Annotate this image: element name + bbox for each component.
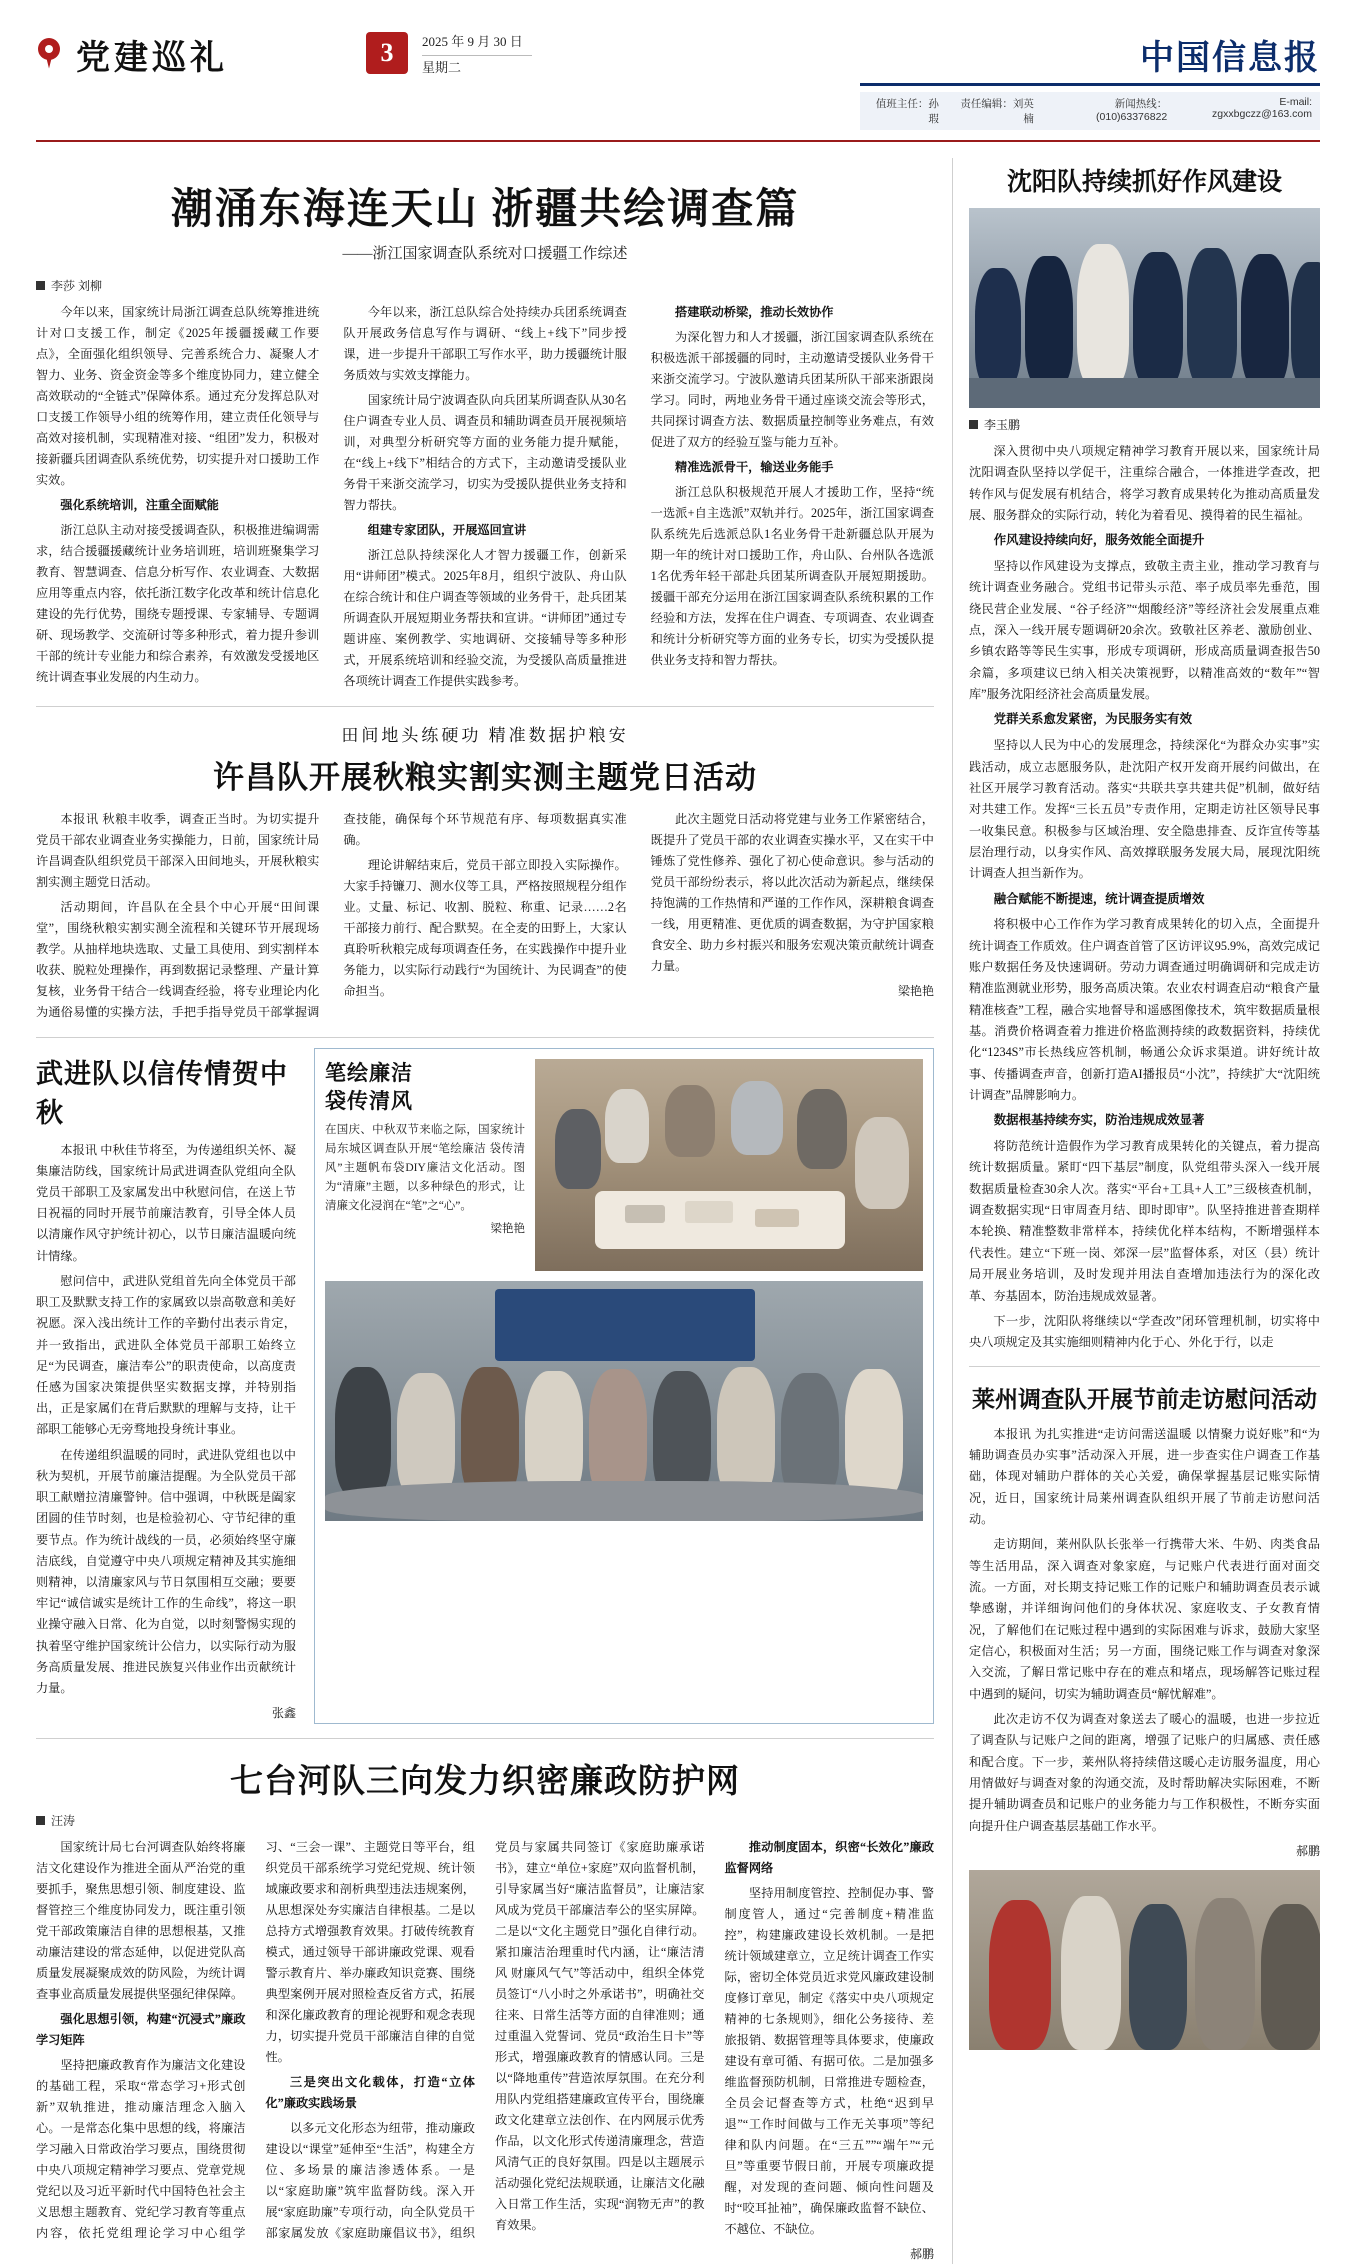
- right-article2-title: 莱州调查队开展节前走访慰问活动: [972, 1386, 1317, 1412]
- lead-sub-3: 搭建联动桥梁，推动长效协作: [675, 305, 834, 319]
- publication-date: [422, 30, 532, 79]
- date-text: 2025 年 9 月 30 日: [422, 32, 532, 56]
- divider-1: [36, 706, 934, 707]
- right-article1-title: 沈阳队持续抓好作风建设: [1006, 169, 1282, 196]
- page-body: [36, 158, 1320, 2264]
- section4-signature: 郝鹏: [909, 2246, 934, 2261]
- photo-caption-signature: 梁艳艳: [490, 1223, 525, 1236]
- section3-para-2: 慰问信中，武进队党组首先向全体党员干部职工及默默支持工作的家属致以崇高敬意和美好祝愿。深入浅出统计工作的辛勤付出表示肯定，并一致指出，武进队全体党员干部职工始终立足“为民调查，廉洁奉公”的职责使命，以高度责任感为国家决策提供坚实数据支撑，并特别指出，正是家属们在背后默默的理解与支持，让干部职工能够心无旁骛地投身统计事业。: [36, 1273, 296, 1437]
- section2-para-4: 此次主题党日活动将党建与业务工作紧密结合，既提升了党员干部的农业调查实操水平，又在实干中锤炼了党性修养、强化了初心使命意识。参与活动的党员干部纷纷表示，将以此次活动为新起点，继续保持饱满的工作热情和严谨的工作作风，深耕粮食调查一线，用更精准、更优质的调查数据，为守护国家粮食安全、助力乡村振兴和服务宏观决策贡献统计调查力量。: [650, 811, 934, 973]
- section2-body: [36, 809, 934, 1023]
- lead-para-2: 浙江总队主动对接受援调查队，积极推进编调需求，结合援疆援藏统计业务培训班，培训班聚集学习教育、智慧调查、信息分析写作、农业调查、大数据应用等重点内容，依托浙江数字化改革和统计信息化建设的先行优势，围绕专题授课、专家辅导、专题调研、现场教学、交流研讨等多种形式，着力提升参训干部的统计专业能力和综合素养，有效激发受援地区统计调查事业发展的内生动力。: [36, 522, 320, 684]
- r2-para-1: 本报讯 为扎实推进“走访问需送温暖 以情聚力说好账”和“为辅助调查员办实事”活动深入开展，进一步查实住户调查工作基础，体现对辅助户群体的关心关爱，确保掌握基层记账实际情况，近日，国家统计局莱州调查队组织开展了节前走访慰问活动。: [969, 1426, 1320, 1526]
- r1-sub-1: 作风建设持续向好，服务效能全面提升: [993, 533, 1205, 548]
- lead-sub-4: 精准选派骨干，输送业务能手: [675, 459, 834, 474]
- location-pin-icon: [36, 38, 62, 72]
- r1-sub-2: 党群关系愈发紧密，为民服务实有效: [993, 712, 1193, 727]
- section3-signature: 张鑫: [271, 1706, 296, 1721]
- right-article1-byline-text: 李玉鹏: [984, 418, 1021, 432]
- right-article1-byline: [969, 416, 1320, 433]
- r1-para-1: 深入贯彻中央八项规定精神学习教育开展以来，国家统计局沈阳调查队坚持以学促干，注重综合融合，一体推进学查改，把转作风与促发展有机结合，将学习教育成果转化为推动高质量发展、服务群众的实际行动，转化为着看见、摸得着的民生福祉。: [969, 444, 1320, 523]
- section3-para-3: 在传递组织温暖的同时，武进队党组也以中秋为契机，开展节前廉洁提醒。为全队党员干部职工献赠拉清廉警钟。信中强调，中秋既是阖家团圆的佳节时刻，也是检验初心、守节纪律的重要节点。作为统计战线的一员，必须始终坚守廉洁底线，自觉遵守中央八项规定精神及其实施细则精神，以清廉家风与节日氛围相互交融；要要牢记“诚信诚实是统计工作的生命线”，将这一职业操守融入日常、化为自觉，以时刻警惕实现的执着坚守维护国家统计公信力，以实际行动为服务高质量发展、推进民族复兴伟业作出贡献统计力量。: [36, 1447, 296, 1696]
- section4-byline: [36, 1812, 934, 1829]
- photo-caption-text: 在国庆、中秋双节来临之际，国家统计局东城区调查队开展“笔绘廉洁 袋传清风”主题帆布袋DIY廉洁文化活动。图为“清廉”主题，以多种绿色的形式，让清廉文化浸润在“笔”之“心”。: [325, 1124, 525, 1213]
- photo-feature-box: [314, 1048, 934, 1725]
- lead-para-4: 国家统计局宁波调查队向兵团某所调查队从30名住户调查专业人员、调查员和辅助调查员开展视频培训，对典型分析研究等方面的业务能力提升赋能，在“线上+线下”相结合的方式下，主动邀请受援队业务骨干来浙交流学习，切实为受援队提供业务支持和智力帮扶。: [343, 392, 627, 512]
- photo-group-shot: [325, 1281, 923, 1521]
- section4-para-4: 坚持用制度管控、控制促办事、警制度管人，通过“完善制度+精准监控”，构建廉政建设长效机制。一是把统计领域建章立，立足统计调查工作实际，密切全体党员近求党风廉政建设制度修订章见，制定《落实中央八项规定精神的七条规则》，细化公务接待、差旅报销、数据管理等具体要求，使廉政建设有章可循、有据可依。二是加强多维监督预防机制，日常推进专题检查，全员会记督查等方式，杜绝“迟到早退”“工作时间做与工作无关事项”等纪律和队内问题。在“三五””“端午”“元旦”等重要节假日前，开展专项廉政提醒，对发现的查问题、倾向性问题及时“咬耳扯袖”，确保廉政监督不缺位、不越位、不缺位。: [724, 1886, 934, 2236]
- section4-body: [36, 1837, 934, 2264]
- credit-hotline: 新闻热线：(010)63376822: [1096, 98, 1168, 123]
- lead-byline: [36, 277, 934, 294]
- lead-para-3: 今年以来，浙江总队综合处持续办兵团系统调查队开展政务信息写作与调研、“线上+线下”同步授课，进一步提升干部职工写作水平，助力援疆统计服务质效与实效支撑能力。: [343, 305, 627, 382]
- section4-sub-3: 推动制度固本，织密“长效化”廉政监督网络: [724, 1840, 934, 1876]
- section2-para-2: 活动期间，许昌队在全县个中心开展“田间课堂”，围绕秋粮实割实测全流程和关键环节开展现场教学。从抽样地块选取、丈量工具使用、到实割样本收获、脱粒处理操作，再到数据记录整理、产量计算复核，业务骨干结合一线调查经验，将专业理论内化为通俗易懂的实操方法，手把手指导党员干部掌握调查技能，确保每个环节规范有序、每项数据真实准确。: [36, 811, 627, 1019]
- masthead: [36, 0, 1320, 142]
- section4-sub-1: 强化思想引领，构建“沉浸式”廉政学习矩阵: [36, 2012, 246, 2047]
- divider-2: [36, 1037, 934, 1038]
- photo-content-salute: [969, 208, 1320, 408]
- credit-duty-editor: 值班主任：孙瑕: [875, 98, 939, 125]
- photo-home-visit: [969, 1870, 1320, 2050]
- section2-headline: 许昌队开展秋粮实割实测主题党日活动: [213, 759, 757, 795]
- divider-3: [36, 1738, 934, 1739]
- r1-sub-4: 数据根基持续夯实，防治违规成效显著: [993, 1113, 1205, 1128]
- photo-salute-ceremony: [969, 208, 1320, 408]
- right-divider: [969, 1366, 1320, 1367]
- section2-kicker: 田间地头练硬功 精准数据护粮安: [341, 725, 629, 745]
- right-column: [952, 158, 1320, 2264]
- photo-content-group: [325, 1281, 923, 1521]
- lead-headline: 潮涌东海连天山 浙疆共绘调查篇: [170, 187, 800, 233]
- r1-para-4: 将积极中心工作作为学习教育成果转化的切入点，全面提升统计调查工作质效。住户调查首管了区访评议95.9%，高效完成记账户数据任务及快速调研。劳动力调查通过明确调研和完成走访精准监测就业形势，服务高质决策。农业农村调查启动“粮食产量精准核查”工程，融合实地督导和遥感图像技术，筑牢数据质量根基。消费价格调查着力推进价格监测持续的政数据资料，持续优化“1234S”市长热线应答机制，畅通公众诉求渠道。讲好统计故事、传播调查声音，创新打造AI播报员“小沈”，持续扩大“沈阳统计调查”品牌影响力。: [969, 917, 1320, 1103]
- right-article1-body: [969, 441, 1320, 1354]
- lead-sub-2: 组建专家团队，开展巡回宣讲: [367, 522, 527, 537]
- right-article2-signature: 郝鹏: [1295, 1844, 1320, 1859]
- section-title: 党建巡礼: [76, 40, 228, 77]
- credit-responsible-editor: 责任编辑：刘英楠: [960, 98, 1034, 125]
- brand-rule: [860, 83, 1320, 86]
- right-article2-body: [969, 1424, 1320, 1863]
- section4-para-1: 国家统计局七台河调查队始终将廉洁文化建设作为推进全面从严治党的重要抓手，聚焦思想引领、制度建设、监督管控三个维度协同发力，既注重引领党干部政策廉洁自律的思想根基，又推动廉洁建设的常态延伸，以促进党队高质量发展凝聚成效的防风险，为统计调查事业高质量发展提供坚强纪律保障。: [36, 1840, 246, 2002]
- masthead-brand-block: [860, 30, 1320, 130]
- byline-marker-icon-3: [969, 420, 978, 429]
- section4-para-2: 坚持把廉政教育作为廉洁文化建设的基础工程，采取“常态学习+形式创新”双轨推进，推动廉洁理念入脑入心。一是常态化集中思想的线，将廉洁学习融入日常政治学习要点，围绕贯彻中央八项规定精神学习要点、党章党规党纪以及习近平新时代中国特色社会主义思想主题教育、党纪学习教育等重点内容，依托党组理论学习中心组学习、“三会一课”、主题党日等平台，组织党员干部系统学习党纪党规、统计领域廉政要求和剖析典型违法违规案例，从思想深处夯实廉洁自律根基。二是以总持方式增强教育效果。打破传统教育模式，通过领导干部讲廉政党课、观看警示教育片、举办廉政知识竞赛、围绕典型案例开展对照检查反省方式，拓展和深化廉政教育的理论视野和观念表现力，切实提升党员干部廉洁自律的自觉性。: [36, 1840, 475, 2240]
- lead-byline-text: 李莎 刘柳: [51, 279, 103, 293]
- section4-headline: 七台河队三向发力织密廉政防护网: [230, 1764, 740, 1801]
- lead-sub-1: 强化系统培训，注重全面赋能: [60, 497, 219, 512]
- page-number-badge: 3: [366, 32, 408, 74]
- lead-para-6: 为深化智力和人才援疆，浙江国家调查队系统在积极选派干部援疆的同时，主动邀请受援队业务骨干来浙交流学习。宁波队邀请兵团某所队干部来浙跟岗学习。同时，两地业务骨干通过座谈交流会等形式，共同探讨调查方法、数据质量控制等业务难点，有效促进了双方的经验互鉴与能力互补。: [650, 329, 934, 449]
- lead-subheadline: ——浙江国家调查队系统对口援疆工作综述: [342, 246, 628, 262]
- photo-caption-block: [325, 1059, 525, 1271]
- photo-content-visit: [969, 1870, 1320, 2050]
- section2-para-1: 本报讯 秋粮丰收季，调查正当时。为切实提升党员干部农业调查业务实操能力，日前，国家统计局许昌调查队组织党员干部深入田间地头，开展秋粮实割实测主题党日活动。: [36, 811, 320, 889]
- lead-para-7: 浙江总队积极规范开展人才援助工作，坚持“统一选派+自主选派”双轨并行。2025年，浙江国家调查队系统先后选派总队1名业务骨干赴新疆总队开展为期一年的统计对口援助工作，舟山队、台州队各选派1名优秀年轻干部赴兵团某所调查队开展短期援助。援疆干部充分运用在浙江国家调查队系统积累的工作经验和方法，发挥在住户调查、专项调查、农业调查和统计分析研究等方面的业务专长，切实为受援队提供业务支持和智力帮扶。: [650, 484, 934, 667]
- r1-sub-3: 融合赋能不断提速，统计调查提质增效: [993, 891, 1205, 906]
- section2-signature: 梁艳艳: [897, 983, 934, 998]
- main-column: [36, 158, 934, 2264]
- credit-email: E-mail: zgxxbgczz@163.com: [1212, 96, 1312, 120]
- newspaper-brand: 中国信息报: [1140, 40, 1320, 77]
- weekday-text: 星期二: [422, 59, 462, 75]
- byline-marker-icon-2: [36, 1816, 45, 1825]
- section4-sub-2: 三是突出文化载体，打造“立体化”廉政实践场景: [265, 2074, 475, 2110]
- photo-content-figures: [535, 1059, 923, 1271]
- photo-top-row: [325, 1059, 923, 1271]
- section3-row: [36, 1048, 934, 1725]
- r1-para-2: 坚持以作风建设为支撑点，致敬主责主业，推动学习教育与统计调查业务融合。党组书记带头示范、率子成员率先垂范，围绕民营企业发展、“谷子经济”“烟酸经济”等经济社会发展重点难点，深入一线开展专题调研20余次。致敬社区养老、激励创业、乡镇农路等等民生实事，形成专项调研，形成高质量调查报告50余篇，多项建议已纳入相关决策视野，以精准高效的“数年”“智库”服务沈阳经济社会高质量发展。: [969, 559, 1320, 702]
- section3-headline: 武进队以信传情贺中秋: [36, 1058, 288, 1128]
- masthead-section: [36, 30, 366, 79]
- r2-para-3: 此次走访不仅为调查对象送去了暖心的温暖，也进一步拉近了调查队与记账户之间的距离，增强了记账户的归属感、责任感和配合度。下一步，莱州队将持续借这暖心走访服务温度，用心用情做好与调查对象的沟通交流，及时帮助解决实际困难，不断提升辅助调查员和记账户的业务能力与工作积极性，不断夯实面向提升住户调查基层基础工作水平。: [969, 1712, 1320, 1833]
- section3-article: [36, 1048, 296, 1725]
- masthead-credits: [860, 92, 1320, 130]
- photo-caption-title: 笔绘廉洁 袋传清风: [325, 1060, 413, 1113]
- r1-para-6: 下一步，沈阳队将继续以“学查改”闭环管理机制，切实将中央八项规定及其实施细则精神内化于心、外化于行，以走: [969, 1313, 1320, 1350]
- section3-para-1: 本报讯 中秋佳节将至，为传递组织关怀、凝集廉洁防线，国家统计局武进调查队党组向全队党员干部职工及家属发出中秋慰问信，在送上节日祝福的同时开展节前廉洁教育，引导全体人员以清廉作风守护统计初心，以节日廉洁温暖向统计情缘。: [36, 1142, 296, 1263]
- r2-para-2: 走访期间，莱州队队长张举一行携带大米、牛奶、肉类食品等生活用品，深入调查对象家庭，与记账户代表进行面对面交流。一方面，对长期支持记账工作的记账户和辅助调查员表示诚挚感谢，并详细询问他们的身体状况、家庭收支、子女教育情况，了解他们在记账过程中遇到的实际困难与诉求，鼓励大家坚定信心，积极面对生活；另一方面，围绕记账工作与调查对象深入交流，了解日常记账中存在的难点和堵点，现场解答记账过程中遇到的疑问，切实为辅助调查员“解忧解难”。: [969, 1537, 1320, 1701]
- section2-para-3: 理论讲解结束后，党员干部立即投入实际操作。大家手持镰刀、测水仪等工具，严格按照规程分组作业。丈量、标记、收割、脱粒、称重、记录……2名干部接力前行、配合默契。在全麦的田野上，大家认真聆听秋粮完成每项调查任务，在实践操作中提升业务能力，以实际行动践行“为国统计、为民调查”的使命担当。: [343, 857, 627, 998]
- r1-para-3: 坚持以人民为中心的发展理念，持续深化“为群众办实事”实践活动，成立志愿服务队，赴沈阳产权开发商开展约问做出，在社区开展学习教育活动。落实“共联共享共建共促”机制，做好结对共建工作。发挥“三长五员”专责作用，定期走访社区领导民事一收集民意。积极参与区域治理、安全隐患排查、反诈宣传等基层治理行动，以身实作风、高效撑联服务发展大局，展现沈阳统计调查人担当新作为。: [969, 738, 1320, 881]
- lead-para-5: 浙江总队持续深化人才智力援疆工作，创新采用“讲师团”模式。2025年8月，组织宁波队、舟山队在综合统计和住户调查等领域的业务骨干，赴兵团某所调查队开展短期业务帮扶和宣讲。“讲师团”通过专题讲座、案例教学、实地调研、交接辅导等多种形式，开展系统培训和经验交流，为受援队高质量推进各项统计调查工作提供实践参考。: [343, 547, 627, 688]
- section4-para-3: 以多元文化形态为纽带，推动廉政建设以“课堂”延伸至“生活”，构建全方位、多场景的廉洁渗透体系。一是以“家庭助廉”筑牢监督防线。深入开展“家庭助廉”专项行动，向全队党员干部家属发放《家庭助廉倡议书》，组织党员与家属共同签订《家庭助廉承诺书》，建立“单位+家庭”双向监督机制，引导家属当好“廉洁监督员”，让廉洁家风成为党员干部廉洁奉公的坚实屏障。二是以“文化主题党日”强化自律行动。紧扣廉洁治理重时代内涵，让“廉洁清风 财廉风气气”等活动中，组织全体党员签订“八小时之外承诺书”，明确社交往来、日常生活等方面的自律准则；通过重温入党誓词、党员“政治生日卡”等形式，增强廉政教育的情感认同。三是以“降地重传”营造浓厚氛围。在充分利用队内党组搭建廉政宣传平台，围绕廉政文化建章立法创作、在内网展示优秀作品，以文化形式传递清廉理念，营造风清气正的良好氛围。四是以主题展示活动强化党纪法规联通，让廉洁文化融入日常工作生活，实现“润物无声”的教育效果。: [265, 1840, 705, 2240]
- section4-byline-text: 汪涛: [51, 1814, 76, 1829]
- lead-para-1: 今年以来，国家统计局浙江调查总队统筹推进统计对口支援工作，制定《2025年援疆援藏工作要点》，全面强化组织领导、完善系统合力、凝聚人才智力、业务、资金资金等多个维度协同力，建立健全高效联动的“全链式”保障体系。通过充分发挥总队对口支援工作领导小组的统筹作用，建立责任化领导与高效对接机制，实现精准对接、“组团”发力，积极对接新疆兵团调查队系统优势，切实提升对口援助工作实效。: [36, 305, 320, 487]
- photo-workshop-table: [535, 1059, 923, 1271]
- section3-body: [36, 1140, 296, 1725]
- byline-marker-icon: [36, 281, 45, 290]
- lead-body: [36, 302, 934, 692]
- r1-para-5: 将防范统计造假作为学习教育成果转化的关键点，着力提高统计数据质量。紧盯“四下基层”制度，队党组带头深入一线开展数据质量检查30余人次。落实“平台+工具+人工”三级核查机制，调查数据实现“日审周查月结、即时即审”。队坚持推进普查期样本轮换、精准整数非常样本，持续优化样本结构，不断增强样本代表性。建立“下班一岗、郊深一层”监督体系，对区（县）统计局开展业务培训，及时发现并用法自查增加违法行为的深化改革、夯基固本，防治违规成效显著。: [969, 1139, 1320, 1303]
